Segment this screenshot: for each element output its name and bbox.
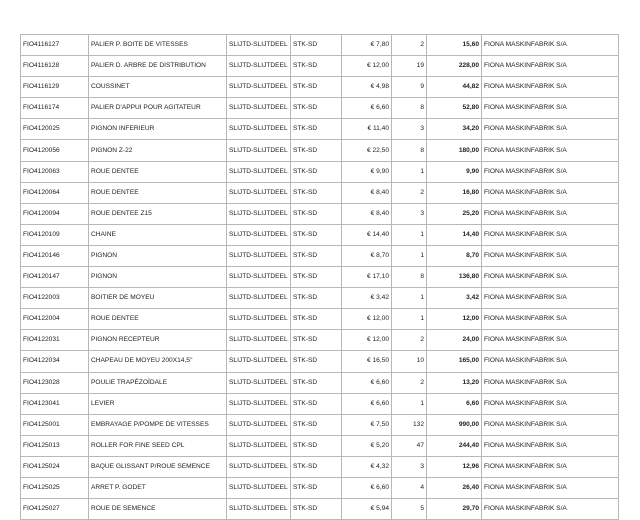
unit-price-cell: € 11,40 (342, 119, 392, 140)
line-total-cell: 15,60 (427, 35, 482, 56)
line-total-cell: 12,96 (427, 456, 482, 477)
quantity-cell: 1 (392, 224, 427, 245)
description-cell: BAQUE GLISSANT P/ROUE SEMENCE (89, 456, 227, 477)
supplier-cell: FIONA MASKINFABRIK S/A (482, 372, 619, 393)
part-code-cell: FIO4122034 (21, 351, 89, 372)
line-total-cell: 16,80 (427, 182, 482, 203)
quantity-cell: 1 (392, 288, 427, 309)
unit-price-cell: € 5,20 (342, 435, 392, 456)
unit-price-cell: € 8,70 (342, 245, 392, 266)
quantity-cell: 47 (392, 435, 427, 456)
table-row (21, 351, 619, 372)
description-cell: PALIER D. ARBRE DE DISTRIBUTION (89, 56, 227, 77)
quantity-cell: 2 (392, 35, 427, 56)
type-cell: SLIJTD-SLIJTDEEL (227, 245, 291, 266)
unit-cell: STK-SD (291, 288, 342, 309)
type-cell: SLIJTD-SLIJTDEEL (227, 372, 291, 393)
supplier-cell: FIONA MASKINFABRIK S/A (482, 56, 619, 77)
part-code-cell: FIO4122031 (21, 330, 89, 351)
unit-cell: STK-SD (291, 351, 342, 372)
unit-price-cell: € 12,00 (342, 330, 392, 351)
supplier-cell: FIONA MASKINFABRIK S/A (482, 330, 619, 351)
supplier-cell: FIONA MASKINFABRIK S/A (482, 477, 619, 498)
type-cell: SLIJTD-SLIJTDEEL (227, 35, 291, 56)
supplier-cell: FIONA MASKINFABRIK S/A (482, 35, 619, 56)
part-code-cell: FIO4116129 (21, 77, 89, 98)
line-total-cell: 6,60 (427, 393, 482, 414)
unit-price-cell: € 7,50 (342, 414, 392, 435)
supplier-cell: FIONA MASKINFABRIK S/A (482, 98, 619, 119)
type-cell: SLIJTD-SLIJTDEEL (227, 56, 291, 77)
part-code-cell: FIO4125025 (21, 477, 89, 498)
supplier-cell: FIONA MASKINFABRIK S/A (482, 456, 619, 477)
supplier-cell: FIONA MASKINFABRIK S/A (482, 414, 619, 435)
description-cell: PIGNON (89, 267, 227, 288)
unit-cell: STK-SD (291, 267, 342, 288)
line-total-cell: 8,70 (427, 245, 482, 266)
part-code-cell: FIO4116128 (21, 56, 89, 77)
line-total-cell: 14,40 (427, 224, 482, 245)
unit-price-cell: € 6,60 (342, 98, 392, 119)
parts-table (20, 34, 619, 520)
line-total-cell: 180,00 (427, 140, 482, 161)
description-cell: BOITIER DE MOYEU (89, 288, 227, 309)
type-cell: SLIJTD-SLIJTDEEL (227, 393, 291, 414)
unit-cell: STK-SD (291, 477, 342, 498)
description-cell: PALIER D'APPUI POUR AGITATEUR (89, 98, 227, 119)
table-row (21, 267, 619, 288)
description-cell: ROLLER FOR FINE SEED CPL (89, 435, 227, 456)
part-code-cell: FIO4116174 (21, 98, 89, 119)
quantity-cell: 1 (392, 245, 427, 266)
part-code-cell: FIO4125001 (21, 414, 89, 435)
description-cell: ROUE DENTEE (89, 182, 227, 203)
part-code-cell: FIO4120063 (21, 161, 89, 182)
unit-cell: STK-SD (291, 161, 342, 182)
line-total-cell: 136,80 (427, 267, 482, 288)
unit-cell: STK-SD (291, 35, 342, 56)
quantity-cell: 19 (392, 56, 427, 77)
description-cell: ROUE DENTEE Z15 (89, 203, 227, 224)
table-row (21, 414, 619, 435)
line-total-cell: 228,00 (427, 56, 482, 77)
table-row (21, 182, 619, 203)
quantity-cell: 9 (392, 77, 427, 98)
supplier-cell: FIONA MASKINFABRIK S/A (482, 351, 619, 372)
unit-cell: STK-SD (291, 456, 342, 477)
line-total-cell: 25,20 (427, 203, 482, 224)
unit-price-cell: € 8,40 (342, 182, 392, 203)
unit-cell: STK-SD (291, 499, 342, 520)
supplier-cell: FIONA MASKINFABRIK S/A (482, 119, 619, 140)
description-cell: EMBRAYAGE P/POMPE DE VITESSES (89, 414, 227, 435)
quantity-cell: 1 (392, 161, 427, 182)
description-cell: CHAPEAU DE MOYEU 200X14,5'' (89, 351, 227, 372)
supplier-cell: FIONA MASKINFABRIK S/A (482, 393, 619, 414)
unit-cell: STK-SD (291, 203, 342, 224)
type-cell: SLIJTD-SLIJTDEEL (227, 140, 291, 161)
table-row (21, 245, 619, 266)
description-cell: PIGNON (89, 245, 227, 266)
quantity-cell: 10 (392, 351, 427, 372)
description-cell: LEVIER (89, 393, 227, 414)
type-cell: SLIJTD-SLIJTDEEL (227, 414, 291, 435)
unit-cell: STK-SD (291, 140, 342, 161)
table-row (21, 35, 619, 56)
table-row (21, 393, 619, 414)
line-total-cell: 26,40 (427, 477, 482, 498)
description-cell: ROUE DE SEMENCE (89, 499, 227, 520)
type-cell: SLIJTD-SLIJTDEEL (227, 499, 291, 520)
quantity-cell: 8 (392, 140, 427, 161)
part-code-cell: FIO4120109 (21, 224, 89, 245)
line-total-cell: 990,00 (427, 414, 482, 435)
type-cell: SLIJTD-SLIJTDEEL (227, 288, 291, 309)
supplier-cell: FIONA MASKINFABRIK S/A (482, 499, 619, 520)
quantity-cell: 3 (392, 203, 427, 224)
unit-cell: STK-SD (291, 330, 342, 351)
unit-price-cell: € 6,60 (342, 477, 392, 498)
part-code-cell: FIO4123041 (21, 393, 89, 414)
part-code-cell: FIO4120056 (21, 140, 89, 161)
table-row (21, 372, 619, 393)
type-cell: SLIJTD-SLIJTDEEL (227, 456, 291, 477)
supplier-cell: FIONA MASKINFABRIK S/A (482, 203, 619, 224)
type-cell: SLIJTD-SLIJTDEEL (227, 267, 291, 288)
unit-cell: STK-SD (291, 245, 342, 266)
unit-price-cell: € 4,98 (342, 77, 392, 98)
unit-cell: STK-SD (291, 435, 342, 456)
line-total-cell: 34,20 (427, 119, 482, 140)
unit-cell: STK-SD (291, 309, 342, 330)
line-total-cell: 44,82 (427, 77, 482, 98)
table-body (21, 35, 619, 520)
quantity-cell: 3 (392, 456, 427, 477)
supplier-cell: FIONA MASKINFABRIK S/A (482, 224, 619, 245)
description-cell: ARRET P. GODET (89, 477, 227, 498)
line-total-cell: 13,20 (427, 372, 482, 393)
type-cell: SLIJTD-SLIJTDEEL (227, 224, 291, 245)
quantity-cell: 8 (392, 267, 427, 288)
description-cell: PIGNON INFERIEUR (89, 119, 227, 140)
table-row (21, 330, 619, 351)
unit-cell: STK-SD (291, 224, 342, 245)
type-cell: SLIJTD-SLIJTDEEL (227, 203, 291, 224)
table-row (21, 98, 619, 119)
unit-price-cell: € 16,50 (342, 351, 392, 372)
description-cell: COUSSINET (89, 77, 227, 98)
type-cell: SLIJTD-SLIJTDEEL (227, 182, 291, 203)
supplier-cell: FIONA MASKINFABRIK S/A (482, 182, 619, 203)
unit-cell: STK-SD (291, 119, 342, 140)
type-cell: SLIJTD-SLIJTDEEL (227, 435, 291, 456)
unit-price-cell: € 12,00 (342, 309, 392, 330)
type-cell: SLIJTD-SLIJTDEEL (227, 477, 291, 498)
description-cell: ROUE DENTEE (89, 161, 227, 182)
unit-price-cell: € 5,94 (342, 499, 392, 520)
unit-cell: STK-SD (291, 372, 342, 393)
unit-price-cell: € 3,42 (342, 288, 392, 309)
description-cell: PIGNON Z-22 (89, 140, 227, 161)
type-cell: SLIJTD-SLIJTDEEL (227, 77, 291, 98)
type-cell: SLIJTD-SLIJTDEEL (227, 351, 291, 372)
part-code-cell: FIO4120025 (21, 119, 89, 140)
quantity-cell: 132 (392, 414, 427, 435)
unit-price-cell: € 6,60 (342, 393, 392, 414)
unit-price-cell: € 22,50 (342, 140, 392, 161)
part-code-cell: FIO4120147 (21, 267, 89, 288)
part-code-cell: FIO4116127 (21, 35, 89, 56)
quantity-cell: 1 (392, 309, 427, 330)
table-row (21, 140, 619, 161)
table-row (21, 119, 619, 140)
unit-price-cell: € 17,10 (342, 267, 392, 288)
line-total-cell: 244,40 (427, 435, 482, 456)
table-row (21, 456, 619, 477)
table-row (21, 56, 619, 77)
part-code-cell: FIO4120064 (21, 182, 89, 203)
unit-price-cell: € 6,60 (342, 372, 392, 393)
part-code-cell: FIO4125013 (21, 435, 89, 456)
unit-cell: STK-SD (291, 393, 342, 414)
line-total-cell: 12,00 (427, 309, 482, 330)
unit-cell: STK-SD (291, 182, 342, 203)
line-total-cell: 165,00 (427, 351, 482, 372)
part-code-cell: FIO4120146 (21, 245, 89, 266)
quantity-cell: 5 (392, 499, 427, 520)
quantity-cell: 8 (392, 98, 427, 119)
table-row (21, 477, 619, 498)
type-cell: SLIJTD-SLIJTDEEL (227, 309, 291, 330)
supplier-cell: FIONA MASKINFABRIK S/A (482, 140, 619, 161)
unit-cell: STK-SD (291, 77, 342, 98)
type-cell: SLIJTD-SLIJTDEEL (227, 98, 291, 119)
line-total-cell: 52,80 (427, 98, 482, 119)
unit-price-cell: € 7,80 (342, 35, 392, 56)
supplier-cell: FIONA MASKINFABRIK S/A (482, 288, 619, 309)
description-cell: POULIE TRAPÉZOÏDALE (89, 372, 227, 393)
unit-price-cell: € 9,90 (342, 161, 392, 182)
quantity-cell: 1 (392, 393, 427, 414)
part-code-cell: FIO4125027 (21, 499, 89, 520)
unit-price-cell: € 12,00 (342, 56, 392, 77)
quantity-cell: 3 (392, 119, 427, 140)
part-code-cell: FIO4122003 (21, 288, 89, 309)
part-code-cell: FIO4123028 (21, 372, 89, 393)
table-row (21, 161, 619, 182)
line-total-cell: 29,70 (427, 499, 482, 520)
table-row (21, 224, 619, 245)
table-row (21, 499, 619, 520)
type-cell: SLIJTD-SLIJTDEEL (227, 119, 291, 140)
table-row (21, 203, 619, 224)
part-code-cell: FIO4122004 (21, 309, 89, 330)
unit-price-cell: € 14,40 (342, 224, 392, 245)
quantity-cell: 2 (392, 330, 427, 351)
description-cell: CHAINE (89, 224, 227, 245)
supplier-cell: FIONA MASKINFABRIK S/A (482, 245, 619, 266)
table-row (21, 435, 619, 456)
quantity-cell: 4 (392, 477, 427, 498)
description-cell: PALIER P. BOITE DE VITESSES (89, 35, 227, 56)
unit-cell: STK-SD (291, 98, 342, 119)
table-row (21, 77, 619, 98)
table-row (21, 309, 619, 330)
part-code-cell: FIO4120094 (21, 203, 89, 224)
line-total-cell: 24,00 (427, 330, 482, 351)
supplier-cell: FIONA MASKINFABRIK S/A (482, 309, 619, 330)
unit-price-cell: € 8,40 (342, 203, 392, 224)
line-total-cell: 9,90 (427, 161, 482, 182)
line-total-cell: 3,42 (427, 288, 482, 309)
unit-cell: STK-SD (291, 56, 342, 77)
unit-cell: STK-SD (291, 414, 342, 435)
table-row (21, 288, 619, 309)
type-cell: SLIJTD-SLIJTDEEL (227, 161, 291, 182)
quantity-cell: 2 (392, 182, 427, 203)
supplier-cell: FIONA MASKINFABRIK S/A (482, 267, 619, 288)
quantity-cell: 2 (392, 372, 427, 393)
supplier-cell: FIONA MASKINFABRIK S/A (482, 435, 619, 456)
part-code-cell: FIO4125024 (21, 456, 89, 477)
type-cell: SLIJTD-SLIJTDEEL (227, 330, 291, 351)
unit-price-cell: € 4,32 (342, 456, 392, 477)
supplier-cell: FIONA MASKINFABRIK S/A (482, 77, 619, 98)
supplier-cell: FIONA MASKINFABRIK S/A (482, 161, 619, 182)
description-cell: PIGNON RECEPTEUR (89, 330, 227, 351)
description-cell: ROUE DENTEE (89, 309, 227, 330)
